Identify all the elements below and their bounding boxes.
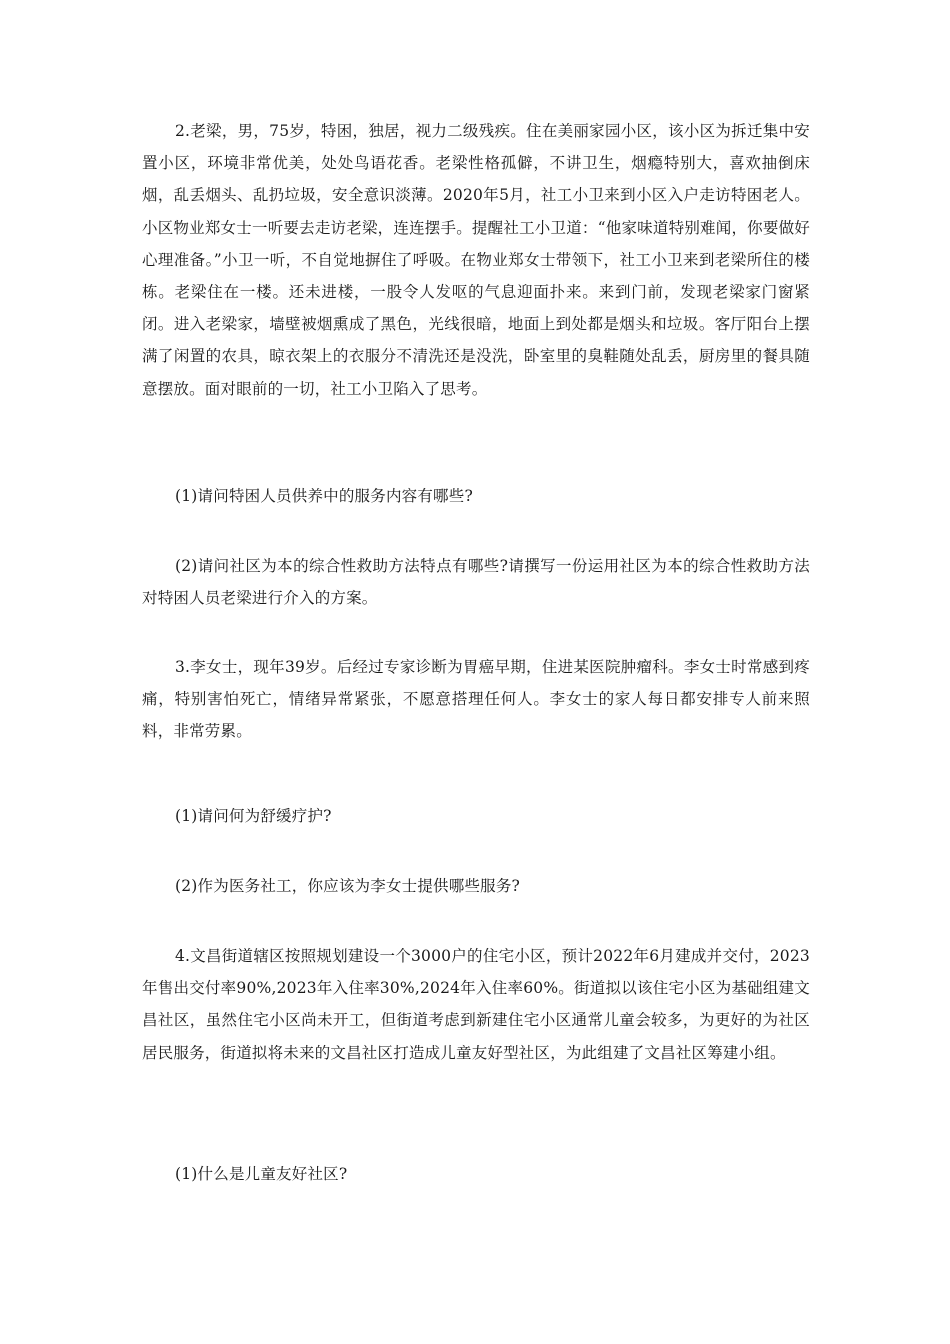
paragraph-question-2-part-1: (1)请问特困人员供养中的服务内容有哪些?	[175, 487, 473, 505]
paragraph-question-4: 4.文昌街道辖区按照规划建设一个3000户的住宅小区，预计2022年6月建成并交付，2023年售出交付率90%,2023年入住率30%,2024年入住率60%。街道拟以该住宅小区为基础组建文昌社区，虽然住宅小区尚未开工，但街道考虑到新建住宅小区通常儿童会较多，为更好的为社区居民服务，街道拟将未来的文昌社区打造成儿童友好型社区，为此组建了文昌社区筹建小组。	[142, 947, 810, 1062]
paragraph-question-3-part-2: (2)作为医务社工，你应该为李女士提供哪些服务?	[175, 877, 521, 895]
paragraph-question-2: 2.老梁，男，75岁，特困，独居，视力二级残疾。住在美丽家园小区，该小区为拆迁集中安置小区，环境非常优美，处处鸟语花香。老梁性格孤僻，不讲卫生，烟瘾特别大，喜欢抽倒床烟，乱丢烟头、乱扔垃圾，安全意识淡薄。2020年5月，社工小卫来到小区入户走访特困老人。小区物业郑女士一听要去走访老梁，连连摆手。提醒社工小卫道：“他家味道特别难闻，你要做好心理准备。”小卫一听，不自觉地摒住了呼吸。在物业郑女士带领下，社工小卫来到老梁所住的楼栋。老梁住在一楼。还未进楼，一股令人发呕的气息迎面扑来。来到门前，发现老梁家门窗紧闭。进入老梁家，墙壁被烟熏成了黑色，光线很暗，地面上到处都是烟头和垃圾。客厅阳台上摆满了闲置的农具，晾衣架上的衣服分不清洗还是没洗，卧室里的臭鞋随处乱丢，厨房里的餐具随意摆放。面对眼前的一切，社工小卫陷入了思考。	[142, 122, 810, 398]
paragraph-question-3-part-1: (1)请问何为舒缓疗护?	[175, 807, 332, 825]
paragraph-question-4-part-1: (1)什么是儿童友好社区?	[175, 1165, 348, 1183]
paragraph-question-3: 3.李女士，现年39岁。后经过专家诊断为胃癌早期，住进某医院肿瘤科。李女士时常感到疼痛，特别害怕死亡，情绪异常紧张，不愿意搭理任何人。李女士的家人每日都安排专人前来照料，非常劳累。	[142, 658, 810, 741]
paragraph-question-2-part-2: (2)请问社区为本的综合性救助方法特点有哪些?请撰写一份运用社区为本的综合性救助方法对特困人员老梁进行介入的方案。	[142, 557, 810, 608]
